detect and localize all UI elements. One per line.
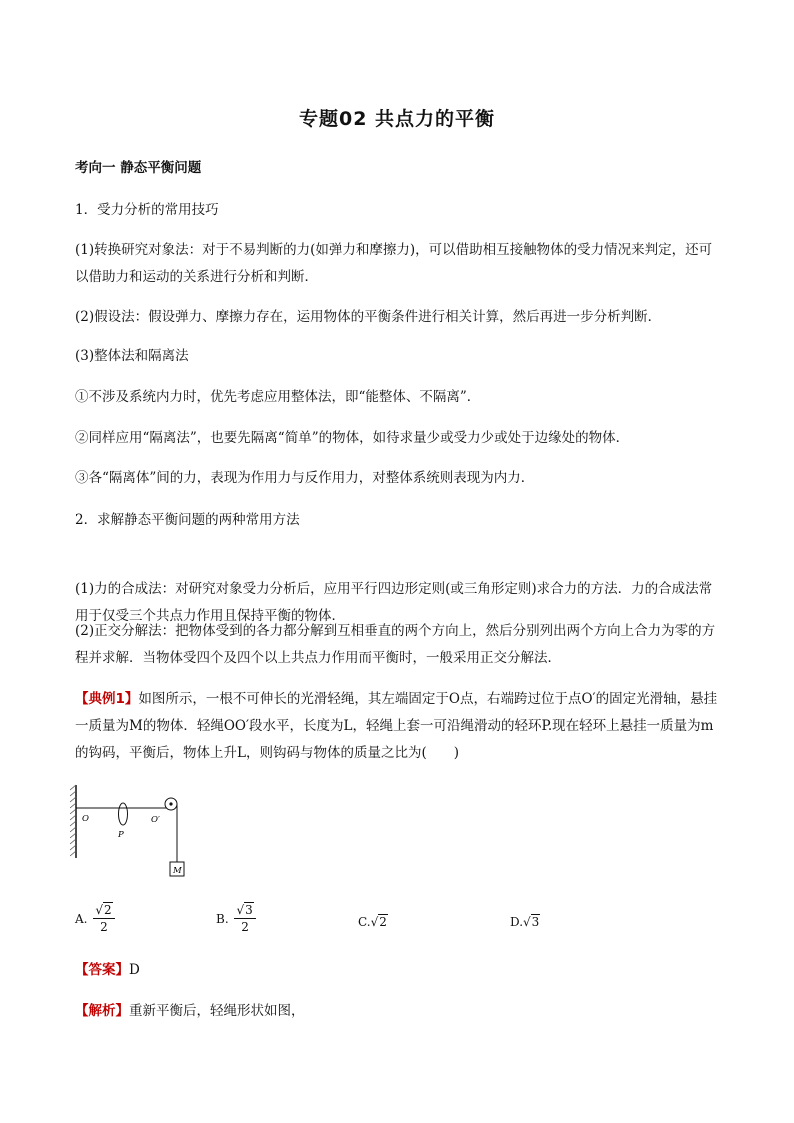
option-a-denominator: 2: [100, 920, 108, 934]
option-c[interactable]: C.√2: [358, 915, 387, 929]
answer-line: [75, 957, 725, 984]
example-tag: 【典例1】: [75, 691, 139, 707]
option-b-fraction: $\frac{√3}{2}$: [234, 902, 255, 935]
paragraph-point-2: ②同样应用“隔离法”，也要先隔离“简单”的物体，如待求量少或受力少或处于边缘处的物体．: [75, 430, 630, 446]
option-a-numerator: 2: [103, 903, 112, 917]
paragraph-assumption-method: (2)假设法：假设弹力、摩擦力存在，运用物体的平衡条件进行相关计算，然后再进一步分析判断．: [75, 309, 662, 325]
example-text: 如图所示，一根不可伸长的光滑轻绳，其左端固定于O点，右端跨过位于点O′的固定光滑轴，悬挂一质量为M的物体．轻绳OO′段水平，长度为L，轻绳上套一可沿绳滑动的轻环P.现在轻环上悬挂一质量为m的钩码，平衡后，物体上升L，则钩码与物体的质量之比为( ): [75, 691, 718, 761]
pulley-diagram: [70, 780, 200, 885]
option-a-label: A.: [75, 911, 88, 926]
wall-hatching: [70, 785, 76, 856]
option-b-denominator: 2: [241, 920, 249, 934]
option-c-label: C.: [358, 915, 371, 929]
label-m: M: [173, 866, 182, 876]
option-d[interactable]: D.√3: [510, 915, 540, 929]
analysis-tag: 【解析】: [75, 1003, 129, 1019]
option-b[interactable]: [216, 902, 256, 942]
paragraph-point-3: ③各“隔离体”间的力，表现为作用力与反作用力，对整体系统则表现为内力．: [75, 470, 535, 486]
example-problem: [75, 686, 725, 767]
analysis-text: 重新平衡后，轻绳形状如图，: [129, 1003, 305, 1019]
subheading-1: 1．受力分析的常用技巧: [75, 202, 219, 218]
label-o: O: [82, 814, 89, 824]
answer-options: [75, 902, 725, 942]
label-p: P: [118, 830, 124, 840]
paragraph-conversion-method: (1)转换研究对象法：对于不易判断的力(如弹力和摩擦力)，可以借助相互接触物体的受力情况来判定，还可以借助力和运动的关系进行分析和判断．: [75, 242, 713, 285]
subheading-2: 2．求解静态平衡问题的两种常用方法: [75, 512, 300, 528]
paragraph-composition-method: (1)力的合成法：对研究对象受力分析后，应用平行四边形定则(或三角形定则)求合力的方法．力的合成法常用于仅受三个共点力作用且保持平衡的物体．: [75, 581, 713, 624]
ring-p: [119, 803, 128, 825]
paragraph-whole-isolation: (3)整体法和隔离法: [75, 348, 189, 364]
answer-value: D: [129, 962, 140, 978]
answer-tag: 【答案】: [75, 962, 129, 978]
option-a[interactable]: [75, 902, 115, 942]
paragraph-orthogonal-method: (2)正交分解法：把物体受到的各力都分解到互相垂直的两个方向上，然后分别列出两个方向上合力为零的方程并求解．当物体受四个及四个以上共点力作用而平衡时，一般采用正交分解法．: [75, 623, 716, 666]
option-b-label: B.: [216, 911, 229, 926]
option-d-value: 3: [531, 915, 540, 929]
option-d-label: D.: [510, 915, 524, 929]
option-b-numerator: 3: [245, 903, 253, 917]
paragraph-point-1: ①不涉及系统内力时，优先考虑应用整体法，即“能整体、不隔离”．: [75, 389, 481, 405]
page-title: 专题02 共点力的平衡: [298, 108, 496, 130]
label-o-prime: O′: [151, 815, 160, 825]
analysis-line: [75, 998, 725, 1025]
option-c-value: 2: [379, 915, 387, 929]
section-heading: 考向一 静态平衡问题: [75, 160, 202, 176]
pulley-center: [169, 802, 172, 805]
option-a-fraction: $\frac{√2}{2}$: [93, 902, 114, 935]
